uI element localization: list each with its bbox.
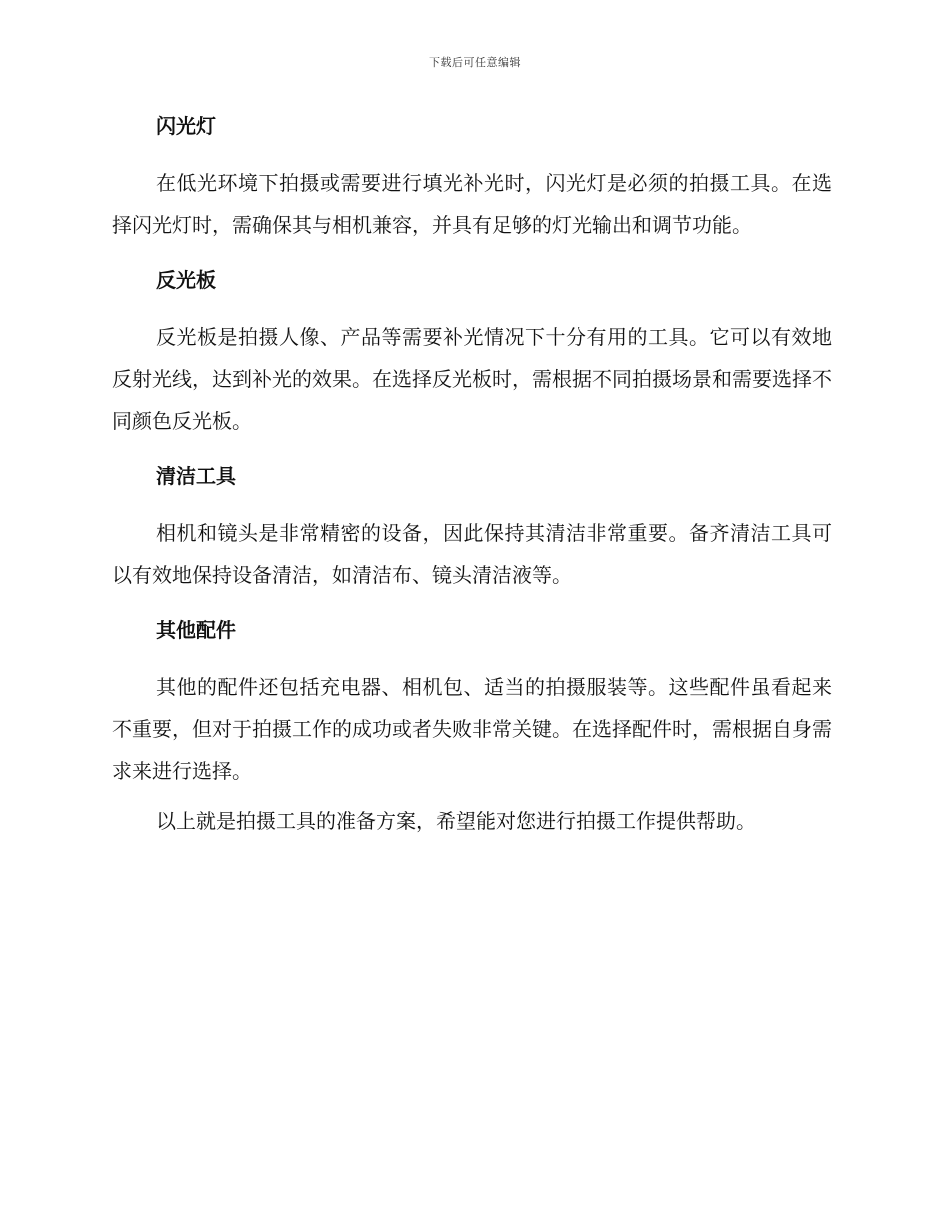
section-flash [112, 110, 832, 246]
section-heading: 闪光灯 [156, 114, 216, 138]
section-paragraph: 反光板是拍摄人像、产品等需要补光情况下十分有用的工具。它可以有效地反射光线，达到补光的效果。在选择反光板时，需根据不同拍摄场景和需要选择不同颜色反光板。 [112, 325, 832, 433]
section-heading: 清洁工具 [156, 464, 236, 488]
section-other-accessories [112, 614, 832, 842]
section-paragraph: 在低光环境下拍摄或需要进行填光补光时，闪光灯是必须的拍摄工具。在选择闪光灯时，需确保其与相机兼容，并具有足够的灯光输出和调节功能。 [112, 171, 832, 237]
conclusion-paragraph: 以上就是拍摄工具的准备方案，希望能对您进行拍摄工作提供帮助。 [156, 809, 756, 833]
section-paragraph: 其他的配件还包括充电器、相机包、适当的拍摄服装等。这些配件虽看起来不重要，但对于拍摄工作的成功或者失败非常关键。在选择配件时，需根据自身需求来进行选择。 [112, 675, 832, 783]
section-heading: 其他配件 [156, 618, 236, 642]
section-reflector [112, 264, 832, 442]
section-heading: 反光板 [156, 268, 216, 292]
document-body [112, 110, 832, 860]
section-cleaning-tools [112, 460, 832, 596]
section-paragraph: 相机和镜头是非常精密的设备，因此保持其清洁非常重要。备齐清洁工具可以有效地保持设备清洁，如清洁布、镜头清洁液等。 [112, 521, 832, 587]
header-note: 下载后可任意编辑 [429, 56, 521, 69]
